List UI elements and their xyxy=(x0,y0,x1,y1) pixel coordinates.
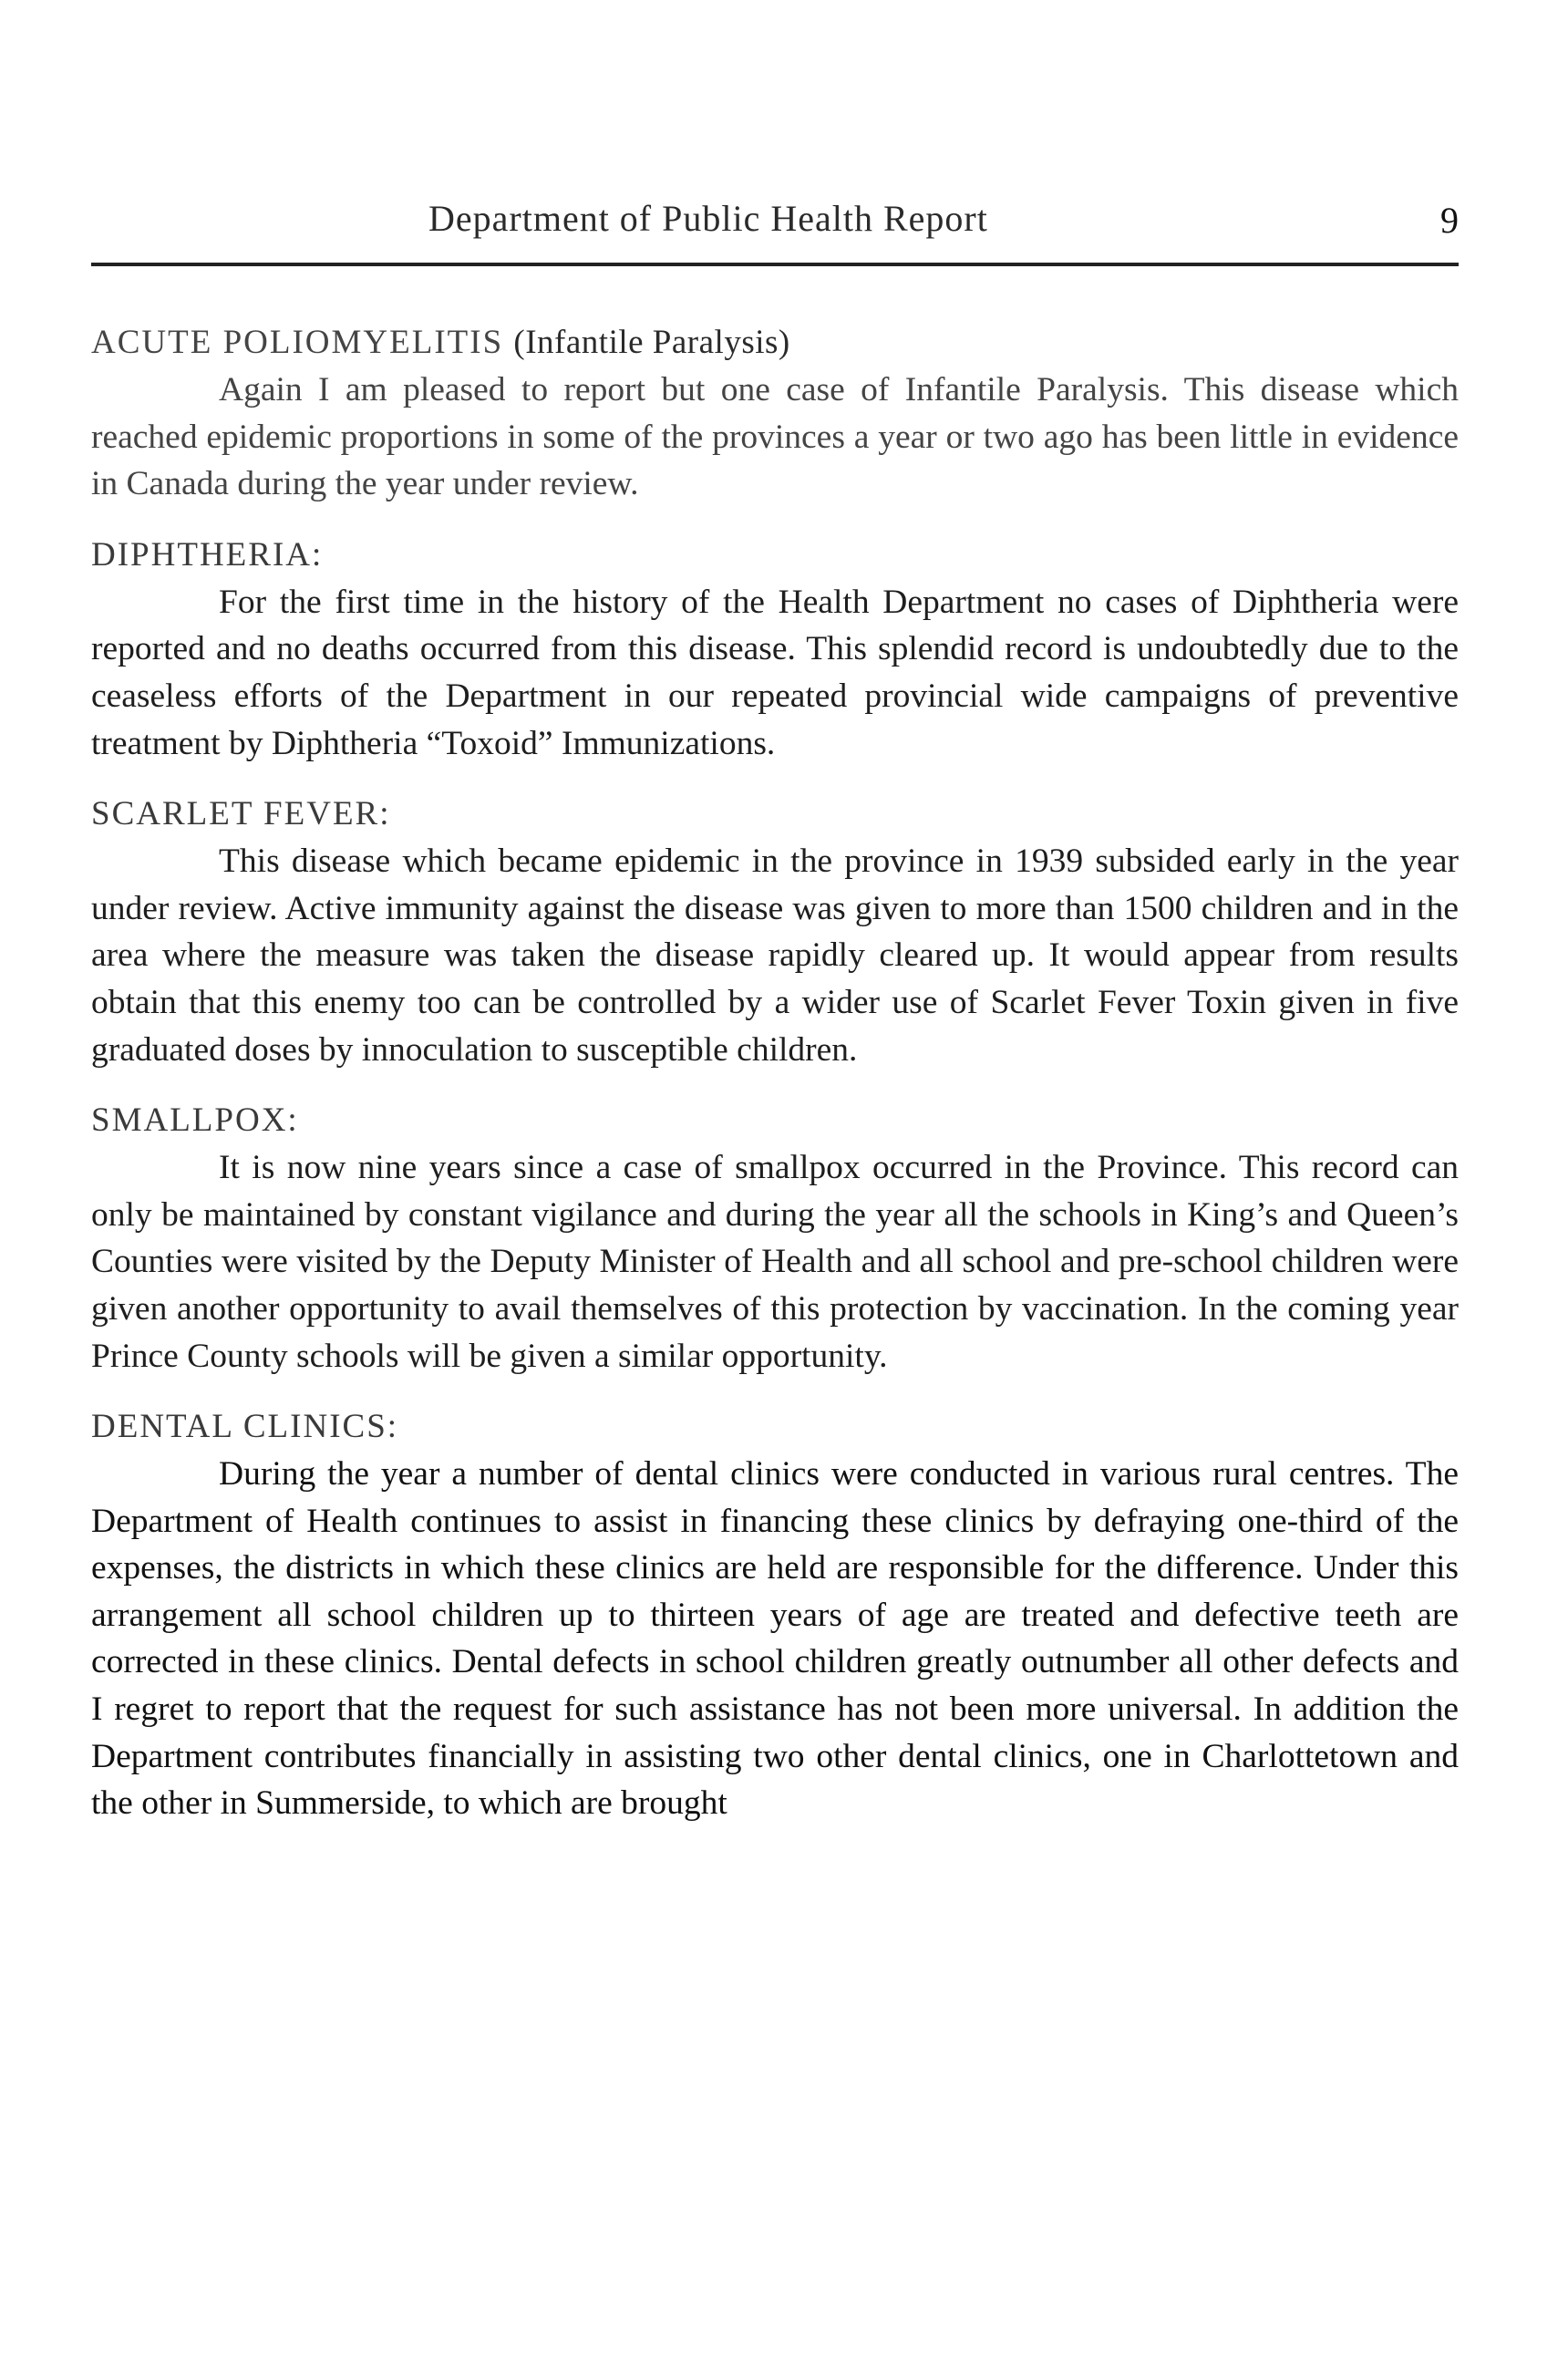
section-body: This disease which became epidemic in the province in 1939 subsided early in the year under review. Active immunity against the disease was given to more than 1500 children and in the area where the measure was taken the disease rapidly cleared up. It would appear from results obtain that this enemy too can be controlled by a wider use of Scarlet Fever Toxin given in five graduated doses by innoculation to susceptible children. xyxy=(91,843,1459,1069)
running-title: Department of Public Health Report xyxy=(428,198,988,239)
section-heading: SMALLPOX: xyxy=(91,1101,299,1140)
section-body: It is now nine years since a case of smallpox occurred in the Province. This record can only be maintained by constant vigilance and during the year all the schools in King’s and Queen’s Counties were visited by the Deputy Minister of Health and all school and pre-school children were given another opportunity to avail themselves of this protection by vaccination. In the coming year Prince County schools will be given a similar opportunity. xyxy=(91,1149,1459,1375)
document-page xyxy=(91,0,1459,2357)
section-heading: DIPHTHERIA: xyxy=(91,535,324,574)
running-header xyxy=(91,197,1459,252)
heading-text: ACUTE POLIOMYELITIS xyxy=(91,324,504,361)
section-scarlet-fever xyxy=(91,791,1459,1073)
heading-subtitle: (Infantile Paralysis) xyxy=(513,324,790,361)
section-body: For the first time in the history of the Health Department no cases of Diphtheria were reported and no deaths occurred from this disease. This splendid record is undoubtedly due to the ceaseless efforts of the Department in our repeated provincial wide campaigns of preventive treatment by Diphtheria “Toxoid” Immunizations. xyxy=(91,583,1459,762)
section-heading: DENTAL CLINICS: xyxy=(91,1408,399,1446)
section-dental-clinics xyxy=(91,1403,1459,1827)
section-heading: SCARLET FEVER: xyxy=(91,795,391,833)
page-content xyxy=(91,319,1459,1851)
section-heading xyxy=(91,319,1459,367)
section-body: Again I am pleased to report but one case of Infantile Paralysis. This disease which reached epidemic proportions in some of the provinces a year or two ago has been little in evidence in Canada during the year under review. xyxy=(91,371,1459,503)
header-rule xyxy=(91,263,1459,266)
section-diphtheria xyxy=(91,532,1459,767)
page-number: 9 xyxy=(1440,200,1459,241)
section-poliomyelitis xyxy=(91,319,1459,508)
section-body: During the year a number of dental clinics were conducted in various rural centres. The Department of Health continues to assist in financing these clinics by defraying one-third of the expenses, the districts in which these clinics are held are responsible for the difference. Under this arrangement all school children up to thirteen years of age are treated and defective teeth are corrected in these clinics. Dental defects in school children greatly outnumber all other defects and I regret to report that the request for such assistance has not been more universal. In addition the Department contributes financially in assisting two other dental clinics, one in Charlottetown and the other in Summerside, to which are brought xyxy=(91,1455,1459,1823)
section-smallpox xyxy=(91,1097,1459,1380)
